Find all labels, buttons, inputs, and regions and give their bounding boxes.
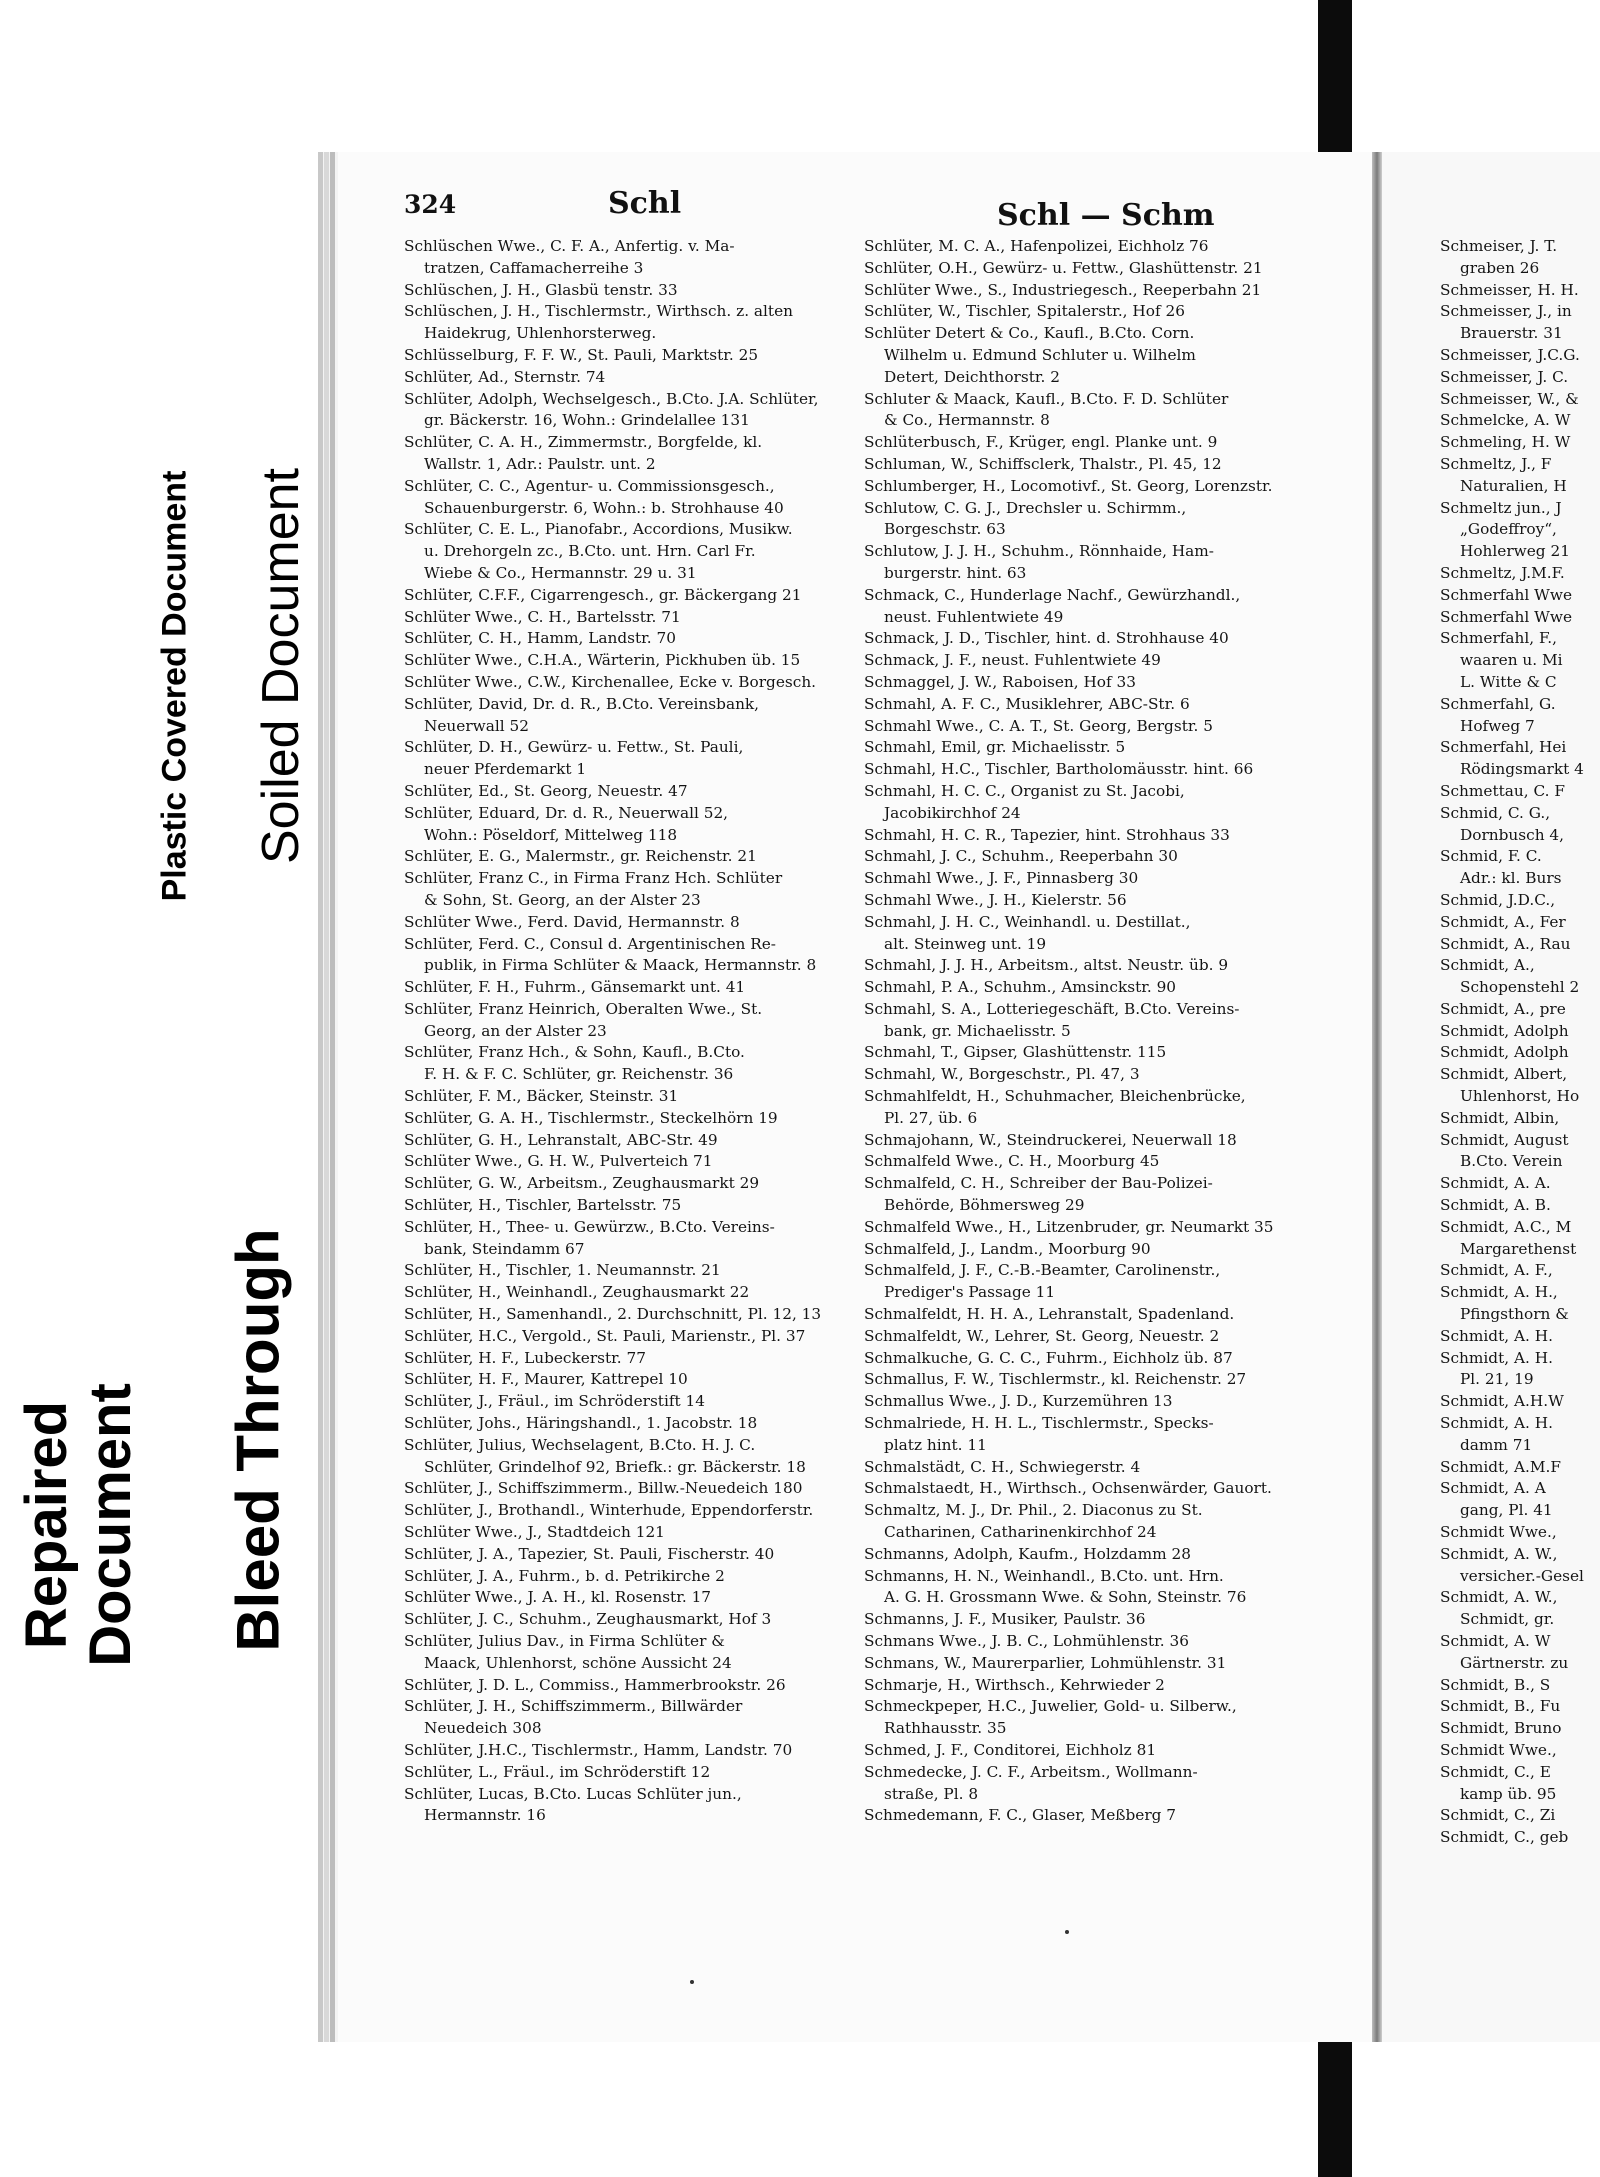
- directory-line: Schmack, J. F., neust. Fuhlentwiete 49: [864, 651, 1161, 670]
- directory-line: Schlutow, C. G. J., Drechsler u. Schirmm.,: [864, 498, 1187, 517]
- directory-line: Schlüter, H., Thee- u. Gewürzw., B.Cto. Vereins-: [404, 1217, 775, 1236]
- directory-line: Schmeisser, H. H.: [1440, 280, 1579, 299]
- directory-line: Schauenburgerstr. 6, Wohn.: b. Strohhause 40: [424, 498, 784, 517]
- directory-line: Schmidt Wwe.,: [1440, 1740, 1557, 1759]
- directory-line: tratzen, Caffamacherreihe 3: [424, 258, 644, 277]
- directory-line: Schlüschen, J. H., Glasbü tenstr. 33: [404, 280, 678, 299]
- directory-line: Schlüter, C. E. L., Pianofabr., Accordions, Musikw.: [404, 520, 793, 539]
- directory-line: Schlüter, D. H., Gewürz- u. Fettw., St. Pauli,: [404, 738, 744, 757]
- directory-line: Schlumberger, H., Locomotivf., St. Georg, Lorenzstr.: [864, 476, 1273, 495]
- directory-line: Schmack, J. D., Tischler, hint. d. Strohhause 40: [864, 629, 1229, 648]
- directory-line: Schmidt, Bruno: [1440, 1719, 1562, 1738]
- directory-line: Schmallus Wwe., J. D., Kurzemühren 13: [864, 1392, 1173, 1411]
- directory-line: Schmidt, A., Fer: [1440, 912, 1566, 931]
- page-number: 324: [404, 190, 457, 219]
- directory-line: Schmeisser, J. C.: [1440, 367, 1569, 386]
- directory-line: Schmalfeldt, H. H. A., Lehranstalt, Spadenland.: [864, 1305, 1235, 1324]
- left-page-header: Schl: [608, 186, 682, 221]
- directory-line: Schmalfeld Wwe., C. H., Moorburg 45: [864, 1152, 1160, 1171]
- directory-line: Schmahl, Emil, gr. Michaelisstr. 5: [864, 738, 1126, 757]
- directory-line: burgerstr. hint. 63: [884, 563, 1027, 582]
- directory-line: Schmidt, Adolph: [1440, 1043, 1569, 1062]
- directory-line: Schlüter, M. C. A., Hafenpolizei, Eichholz 76: [864, 237, 1209, 255]
- directory-line: Schlüter, Ed., St. Georg, Neuestr. 47: [404, 781, 688, 800]
- right-page-header: Schl — Schm: [997, 198, 1215, 233]
- directory-line: Schlüter, Julius, Wechselagent, B.Cto. H. J. C.: [404, 1435, 756, 1454]
- directory-line: Schmid, J.D.C.,: [1440, 890, 1556, 909]
- directory-line: Hohlerweg 21: [1460, 542, 1570, 561]
- soiled-label-card: [246, 368, 316, 963]
- right-column: [864, 236, 1320, 1827]
- directory-line: Prediger's Passage 11: [884, 1283, 1056, 1302]
- directory-line: Schlüter, Ad., Sternstr. 74: [404, 367, 606, 386]
- plastic-covered-label: Plastic Covered Document: [155, 470, 194, 902]
- directory-line: & Co., Hermannstr. 8: [884, 411, 1050, 430]
- directory-line: Schlüter, G. W., Arbeitsm., Zeughausmarkt 29: [404, 1174, 760, 1193]
- directory-line: Schmidt, A. H.: [1440, 1326, 1553, 1345]
- directory-line: Schmidt, A. H.: [1440, 1414, 1553, 1433]
- directory-line: Hofweg 7: [1460, 716, 1535, 735]
- directory-line: Schmaltz, M. J., Dr. Phil., 2. Diaconus zu St.: [864, 1501, 1203, 1520]
- spine-bar-top: [1318, 0, 1352, 152]
- page-dot: [690, 1980, 694, 1984]
- directory-line: Wilhelm u. Edmund Schluter u. Wilhelm: [884, 345, 1196, 364]
- plastic-covered-label-card: [152, 386, 198, 986]
- directory-line: Wiebe & Co., Hermannstr. 29 u. 31: [424, 563, 697, 582]
- directory-line: Schlüter, H., Tischler, 1. Neumannstr. 21: [404, 1261, 721, 1280]
- page-edge: [324, 152, 329, 2042]
- directory-line: Schmahl Wwe., J. F., Pinnasberg 30: [864, 869, 1139, 888]
- directory-line: Schmed, J. F., Conditorei, Eichholz 81: [864, 1740, 1157, 1759]
- directory-line: Schmanns, H. N., Weinhandl., B.Cto. unt. Hrn.: [864, 1566, 1224, 1585]
- directory-line: Schlüter, F. M., Bäcker, Steinstr. 31: [404, 1087, 679, 1106]
- directory-line: Schlüter, Grindelhof 92, Briefk.: gr. Bäckerstr. 18: [424, 1457, 806, 1476]
- directory-line: Schmahl, H.C., Tischler, Bartholomäusstr. hint. 66: [864, 760, 1254, 779]
- directory-line: Schlüter, J. C., Schuhm., Zeughausmarkt, Hof 3: [404, 1610, 772, 1629]
- directory-line: Schlüter, J. D. L., Commiss., Hammerbrookstr. 26: [404, 1675, 786, 1694]
- directory-line: Schmelcke, A. W: [1440, 411, 1571, 430]
- directory-line: Schmeling, H. W: [1440, 433, 1571, 452]
- directory-line: neuer Pferdemarkt 1: [424, 760, 587, 779]
- directory-line: Georg, an der Alster 23: [424, 1021, 607, 1040]
- directory-line: Schmedemann, F. C., Glaser, Meßberg 7: [864, 1806, 1177, 1825]
- directory-line: Schlüter, G. A. H., Tischlermstr., Steckelhörn 19: [404, 1108, 778, 1127]
- directory-line: Rödingsmarkt 4: [1460, 760, 1584, 779]
- directory-line: Schmeltz, J.M.F.: [1440, 563, 1565, 582]
- directory-line: Schlüter, Ferd. C., Consul d. Argentinischen Re-: [404, 934, 776, 953]
- directory-line: Schmahlfeldt, H., Schuhmacher, Bleichenbrücke,: [864, 1087, 1246, 1106]
- directory-line: Schmidt, A. H.: [1440, 1348, 1553, 1367]
- directory-line: Jacobikirchhof 24: [884, 803, 1021, 822]
- directory-line: neust. Fuhlentwiete 49: [884, 607, 1064, 626]
- repaired-label: Repaired Document: [14, 1383, 143, 1667]
- soiled-label: Soiled Document: [252, 467, 310, 864]
- directory-line: Schmalkuche, G. C. C., Fuhrm., Eichholz üb. 87: [864, 1348, 1233, 1367]
- directory-line: Schlüter Wwe., S., Industriegesch., Reeperbahn 21: [864, 280, 1262, 299]
- directory-line: platz hint. 11: [884, 1435, 987, 1454]
- directory-line: Schlüter Wwe., J., Stadtdeich 121: [404, 1523, 665, 1542]
- directory-line: Behörde, Böhmersweg 29: [884, 1196, 1085, 1215]
- directory-line: Schmerfahl, Hei: [1440, 738, 1567, 757]
- directory-line: Schlüter, J. H., Schiffszimmerm., Billwärder: [404, 1697, 743, 1716]
- directory-line: Schmans Wwe., J. B. C., Lohmühlenstr. 36: [864, 1632, 1189, 1650]
- directory-line: Schlüter, W., Tischler, Spitalerstr., Hof 26: [864, 302, 1185, 321]
- directory-line: bank, Steindamm 67: [424, 1239, 585, 1258]
- directory-line: Schmidt, A.H.W: [1440, 1392, 1564, 1411]
- directory-line: Schmajohann, W., Steindruckerei, Neuerwall 18: [864, 1130, 1237, 1149]
- directory-line: Schmidt, C., Zi: [1440, 1806, 1556, 1825]
- directory-line: Schlüter, J., Fräul., im Schröderstift 14: [404, 1392, 705, 1411]
- directory-line: Schmidt, gr.: [1460, 1610, 1555, 1629]
- directory-line: Schmahl, P. A., Schuhm., Amsinckstr. 90: [864, 978, 1177, 997]
- directory-line: u. Drehorgeln zc., B.Cto. unt. Hrn. Carl Fr.: [424, 542, 756, 561]
- directory-line: Schmahl Wwe., C. A. T., St. Georg, Bergstr. 5: [864, 716, 1213, 735]
- directory-line: Schlüter, Eduard, Dr. d. R., Neuerwall 52,: [404, 803, 729, 822]
- directory-line: Schmid, C. G.,: [1440, 803, 1551, 822]
- directory-line: Schlüter, Johs., Häringshandl., 1. Jacobstr. 18: [404, 1414, 758, 1433]
- directory-line: Neuedeich 308: [424, 1719, 542, 1738]
- directory-line: Catharinen, Catharinenkirchhof 24: [884, 1523, 1157, 1542]
- directory-line: Schlüter Wwe., C. H., Bartelsstr. 71: [404, 607, 681, 626]
- directory-line: Schmidt, A. W.,: [1440, 1588, 1558, 1607]
- directory-line: bank, gr. Michaelisstr. 5: [884, 1021, 1071, 1040]
- directory-line: damm 71: [1460, 1435, 1533, 1454]
- page-dot: [1065, 1930, 1069, 1934]
- directory-line: gr. Bäckerstr. 16, Wohn.: Grindelallee 131: [424, 411, 750, 430]
- directory-line: Schmidt, Albin,: [1440, 1108, 1560, 1127]
- directory-line: Schlüter, C. A. H., Zimmermstr., Borgfelde, kl.: [404, 433, 763, 452]
- directory-line: Schmeckpeper, H.C., Juwelier, Gold- u. Silberw.,: [864, 1697, 1237, 1716]
- directory-line: Schlüter, L., Fräul., im Schröderstift 12: [404, 1762, 711, 1781]
- directory-line: Schmahl Wwe., J. H., Kielerstr. 56: [864, 890, 1127, 909]
- directory-line: Schmidt, C., E: [1440, 1762, 1551, 1781]
- directory-line: Schlüter, C. C., Agentur- u. Commissionsgesch.,: [404, 476, 775, 495]
- directory-line: Wallstr. 1, Adr.: Paulstr. unt. 2: [424, 454, 656, 473]
- directory-line: Schmidt Wwe.,: [1440, 1523, 1557, 1542]
- directory-line: waaren u. Mi: [1460, 651, 1563, 670]
- directory-line: Schmarje, H., Wirthsch., Kehrwieder 2: [864, 1675, 1165, 1694]
- directory-line: Schmidt, A. W.,: [1440, 1544, 1558, 1563]
- directory-line: Schlüter Detert & Co., Kaufl., B.Cto. Corn.: [864, 324, 1195, 343]
- directory-line: L. Witte & C: [1460, 672, 1557, 691]
- directory-line: Schmidt, A. A.: [1440, 1174, 1551, 1193]
- directory-line: Schmahl, H. C. C., Organist zu St. Jacobi,: [864, 781, 1185, 800]
- directory-line: Uhlenhorst, Ho: [1460, 1087, 1580, 1106]
- directory-line: Schmans, W., Maurerparlier, Lohmühlenstr. 31: [864, 1653, 1227, 1672]
- directory-line: Schmack, C., Hunderlage Nachf., Gewürzhandl.,: [864, 585, 1241, 604]
- directory-line: Schmalfeld, J. F., C.-B.-Beamter, Carolinenstr.,: [864, 1261, 1221, 1280]
- directory-line: Schmahl, S. A., Lotteriegeschäft, B.Cto. Vereins-: [864, 999, 1240, 1018]
- directory-line: Detert, Deichthorstr. 2: [884, 367, 1060, 386]
- directory-line: Schlüter, Julius Dav., in Firma Schlüter &: [404, 1632, 725, 1650]
- directory-line: Pl. 27, üb. 6: [884, 1108, 978, 1127]
- directory-line: B.Cto. Verein: [1460, 1152, 1563, 1171]
- directory-line: Schmidt, C., geb: [1440, 1828, 1569, 1847]
- directory-line: Schlüter, E. G., Malermstr., gr. Reichenstr. 21: [404, 847, 757, 866]
- directory-line: Schmerfahl, G.: [1440, 694, 1556, 713]
- directory-line: Schmidt, A.M.F: [1440, 1457, 1562, 1476]
- directory-line: Maack, Uhlenhorst, schöne Aussicht 24: [424, 1653, 732, 1672]
- directory-line: Schmahl, J. H. C., Weinhandl. u. Destillat.,: [864, 912, 1191, 931]
- directory-line: Schmeltz, J., F: [1440, 454, 1552, 473]
- directory-line: Wohn.: Pöseldorf, Mittelweg 118: [424, 825, 678, 844]
- directory-line: Schmidt, A. W: [1440, 1632, 1551, 1650]
- directory-line: Schlüter Wwe., C.H.A., Wärterin, Pickhuben üb. 15: [404, 651, 801, 670]
- directory-line: Schlüter, H. F., Lubeckerstr. 77: [404, 1348, 646, 1367]
- directory-line: Schlüter, H.C., Vergold., St. Pauli, Marienstr., Pl. 37: [404, 1326, 806, 1345]
- directory-line: Schmalfeldt, W., Lehrer, St. Georg, Neuestr. 2: [864, 1326, 1220, 1345]
- directory-line: Schmaggel, J. W., Raboisen, Hof 33: [864, 672, 1136, 691]
- repaired-label-card: [14, 1330, 144, 1720]
- directory-line: publik, in Firma Schlüter & Maack, Hermannstr. 8: [424, 956, 817, 975]
- directory-line: Dornbusch 4,: [1460, 825, 1565, 844]
- directory-line: Schmerfahl Wwe: [1440, 607, 1573, 626]
- directory-line: straße, Pl. 8: [884, 1784, 979, 1803]
- page-edge: [318, 152, 323, 2042]
- directory-line: Adr.: kl. Burs: [1460, 869, 1562, 888]
- directory-line: Schmalfeld, J., Landm., Moorburg 90: [864, 1239, 1151, 1258]
- directory-line: Schlüter, H., Samenhandl., 2. Durchschnitt, Pl. 12, 13: [404, 1305, 822, 1324]
- directory-line: Schmahl, H. C. R., Tapezier, hint. Strohhaus 33: [864, 825, 1230, 844]
- directory-line: Schmahl, J. J. H., Arbeitsm., altst. Neustr. üb. 9: [864, 956, 1229, 975]
- directory-line: Borgeschstr. 63: [884, 520, 1006, 539]
- directory-line: Naturalien, H: [1460, 476, 1567, 495]
- directory-line: F. H. & F. C. Schlüter, gr. Reichenstr. 36: [424, 1065, 734, 1084]
- directory-line: Schmidt, August: [1440, 1130, 1569, 1149]
- directory-line: alt. Steinweg unt. 19: [884, 934, 1047, 953]
- directory-line: Schmidt, A.C., M: [1440, 1217, 1572, 1236]
- directory-line: Schopenstehl 2: [1460, 978, 1580, 997]
- directory-line: Schlüsselburg, F. F. W., St. Pauli, Marktstr. 25: [404, 345, 759, 364]
- directory-line: Schmid, F. C.: [1440, 847, 1542, 866]
- directory-line: Schmallus, F. W., Tischlermstr., kl. Reichenstr. 27: [864, 1370, 1247, 1389]
- directory-line: Schlüter, G. H., Lehranstalt, ABC-Str. 49: [404, 1130, 718, 1149]
- directory-line: Schlüterbusch, F., Krüger, engl. Planke unt. 9: [864, 433, 1218, 452]
- directory-line: Schmidt, A. F.,: [1440, 1261, 1553, 1280]
- directory-line: Schmidt, B., S: [1440, 1675, 1551, 1694]
- directory-line: Schlüter, David, Dr. d. R., B.Cto. Vereinsbank,: [404, 694, 760, 713]
- directory-line: Schmalfeld, C. H., Schreiber der Bau-Polizei-: [864, 1174, 1213, 1193]
- directory-line: Schmidt, B., Fu: [1440, 1697, 1561, 1716]
- directory-line: Schmanns, Adolph, Kaufm., Holzdamm 28: [864, 1544, 1192, 1563]
- directory-line: Schlüter Wwe., C.W., Kirchenallee, Ecke v. Borgesch.: [404, 672, 817, 691]
- bleed-through-label-card: [220, 1215, 296, 1665]
- directory-line: Schmidt, A. A: [1440, 1479, 1546, 1498]
- directory-line: Schmidt, Adolph: [1440, 1021, 1569, 1040]
- page-edge: [330, 152, 335, 2042]
- bleed-through-label: Bleed Through: [224, 1228, 292, 1652]
- directory-line: Schmerfahl Wwe: [1440, 585, 1573, 604]
- directory-line: Schlüter, J., Brothandl., Winterhude, Eppendorferstr.: [404, 1501, 814, 1520]
- directory-line: Schlüschen, J. H., Tischlermstr., Wirthsch. z. alten: [404, 302, 793, 321]
- directory-line: Schmalstädt, C. H., Schwiegerstr. 4: [864, 1457, 1141, 1476]
- far-right-column: [1440, 236, 1600, 1849]
- directory-line: Schlüter Wwe., Ferd. David, Hermannstr. 8: [404, 912, 740, 931]
- directory-line: graben 26: [1460, 258, 1540, 277]
- directory-line: Schlüter, H. F., Maurer, Kattrepel 10: [404, 1370, 688, 1389]
- directory-line: Schlüter, Lucas, B.Cto. Lucas Schlüter jun.,: [404, 1784, 742, 1803]
- directory-line: Schluman, W., Schiffsclerk, Thalstr., Pl. 45, 12: [864, 454, 1222, 473]
- directory-line: Schlüter, J. A., Tapezier, St. Pauli, Fischerstr. 40: [404, 1544, 775, 1563]
- directory-line: Schmeisser, J., in: [1440, 302, 1572, 321]
- directory-line: Pfingsthorn &: [1460, 1305, 1569, 1324]
- directory-line: Schmidt, A.,: [1440, 956, 1535, 975]
- directory-line: & Sohn, St. Georg, an der Alster 23: [424, 890, 701, 909]
- directory-line: Schmidt, A., pre: [1440, 999, 1566, 1018]
- directory-line: Schmahl, J. C., Schuhm., Reeperbahn 30: [864, 847, 1178, 866]
- directory-line: Hermannstr. 16: [424, 1806, 546, 1825]
- directory-line: Margarethenst: [1460, 1239, 1577, 1258]
- directory-line: Schlüschen Wwe., C. F. A., Anfertig. v. Ma-: [404, 237, 735, 255]
- directory-line: Schlüter, H., Weinhandl., Zeughausmarkt 22: [404, 1283, 750, 1302]
- directory-line: versicher.-Gesel: [1460, 1566, 1584, 1585]
- directory-line: „Godeffroy“,: [1460, 520, 1557, 539]
- directory-line: Schlüter Wwe., G. H. W., Pulverteich 71: [404, 1152, 713, 1171]
- directory-line: Schmalriede, H. H. L., Tischlermstr., Specks-: [864, 1414, 1214, 1433]
- directory-line: Schmettau, C. F: [1440, 781, 1565, 800]
- directory-line: Pl. 21, 19: [1460, 1370, 1534, 1389]
- directory-line: Schlüter, J., Schiffszimmerm., Billw.-Neuedeich 180: [404, 1479, 803, 1498]
- directory-line: Schlüter, O.H., Gewürz- u. Fettw., Glashüttenstr. 21: [864, 258, 1263, 277]
- directory-line: Schmidt, A., Rau: [1440, 934, 1571, 953]
- directory-line: Schmalstaedt, H., Wirthsch., Ochsenwärder, Gauort.: [864, 1479, 1272, 1498]
- book-gutter: [1372, 152, 1382, 2042]
- directory-line: Schmeisser, J.C.G.: [1440, 345, 1580, 364]
- directory-line: Schmahl, A. F. C., Musiklehrer, ABC-Str. 6: [864, 694, 1190, 713]
- directory-line: Schmalfeld Wwe., H., Litzenbruder, gr. Neumarkt 35: [864, 1217, 1274, 1236]
- directory-line: Schlüter, C. H., Hamm, Landstr. 70: [404, 629, 676, 648]
- directory-line: Schmanns, J. F., Musiker, Paulstr. 36: [864, 1610, 1146, 1629]
- directory-line: Schlüter, F. H., Fuhrm., Gänsemarkt unt. 41: [404, 978, 746, 997]
- directory-line: Schmidt, A. B.: [1440, 1196, 1551, 1215]
- directory-line: Schmahl, W., Borgeschstr., Pl. 47, 3: [864, 1065, 1140, 1084]
- directory-line: Gärtnerstr. zu: [1460, 1653, 1569, 1672]
- directory-line: A. G. H. Grossmann Wwe. & Sohn, Steinstr. 76: [884, 1588, 1247, 1607]
- directory-line: Schlüter, J.H.C., Tischlermstr., Hamm, Landstr. 70: [404, 1740, 793, 1759]
- directory-line: Schlüter, Franz Heinrich, Oberalten Wwe., St.: [404, 999, 763, 1018]
- directory-line: Schlüter, Franz C., in Firma Franz Hch. Schlüter: [404, 869, 783, 888]
- directory-line: Neuerwall 52: [424, 716, 529, 735]
- directory-line: Schlüter, J. A., Fuhrm., b. d. Petrikirche 2: [404, 1566, 725, 1585]
- directory-line: Brauerstr. 31: [1460, 324, 1563, 343]
- directory-line: Schluter & Maack, Kaufl., B.Cto. F. D. Schlüter: [864, 389, 1229, 408]
- directory-line: Schmahl, T., Gipser, Glashüttenstr. 115: [864, 1043, 1167, 1062]
- directory-line: Schlüter, Adolph, Wechselgesch., B.Cto. J.A. Schlüter,: [404, 389, 819, 408]
- directory-line: kamp üb. 95: [1460, 1784, 1557, 1803]
- directory-line: Schlüter Wwe., J. A. H., kl. Rosenstr. 17: [404, 1588, 712, 1607]
- directory-line: Schmerfahl, F.,: [1440, 629, 1557, 648]
- directory-line: Schmeiser, J. T.: [1440, 237, 1558, 255]
- directory-line: Schlutow, J. J. H., Schuhm., Rönnhaide, Ham-: [864, 542, 1214, 561]
- directory-line: Schmidt, A. H.,: [1440, 1283, 1558, 1302]
- directory-line: Schmedecke, J. C. F., Arbeitsm., Wollmann-: [864, 1762, 1198, 1781]
- directory-line: gang, Pl. 41: [1460, 1501, 1553, 1520]
- directory-line: Schlüter, Franz Hch., & Sohn, Kaufl., B.Cto.: [404, 1043, 745, 1062]
- directory-line: Schmeltz jun., J: [1440, 498, 1562, 517]
- directory-line: Schmeisser, W., &: [1440, 389, 1579, 408]
- directory-line: Schmidt, Albert,: [1440, 1065, 1568, 1084]
- directory-line: Rathhausstr. 35: [884, 1719, 1007, 1738]
- left-column: [404, 236, 866, 1827]
- directory-line: Schlüter, H., Tischler, Bartelsstr. 75: [404, 1196, 682, 1215]
- directory-line: Haidekrug, Uhlenhorsterweg.: [424, 324, 657, 343]
- directory-line: Schlüter, C.F.F., Cigarrengesch., gr. Bäckergang 21: [404, 585, 802, 604]
